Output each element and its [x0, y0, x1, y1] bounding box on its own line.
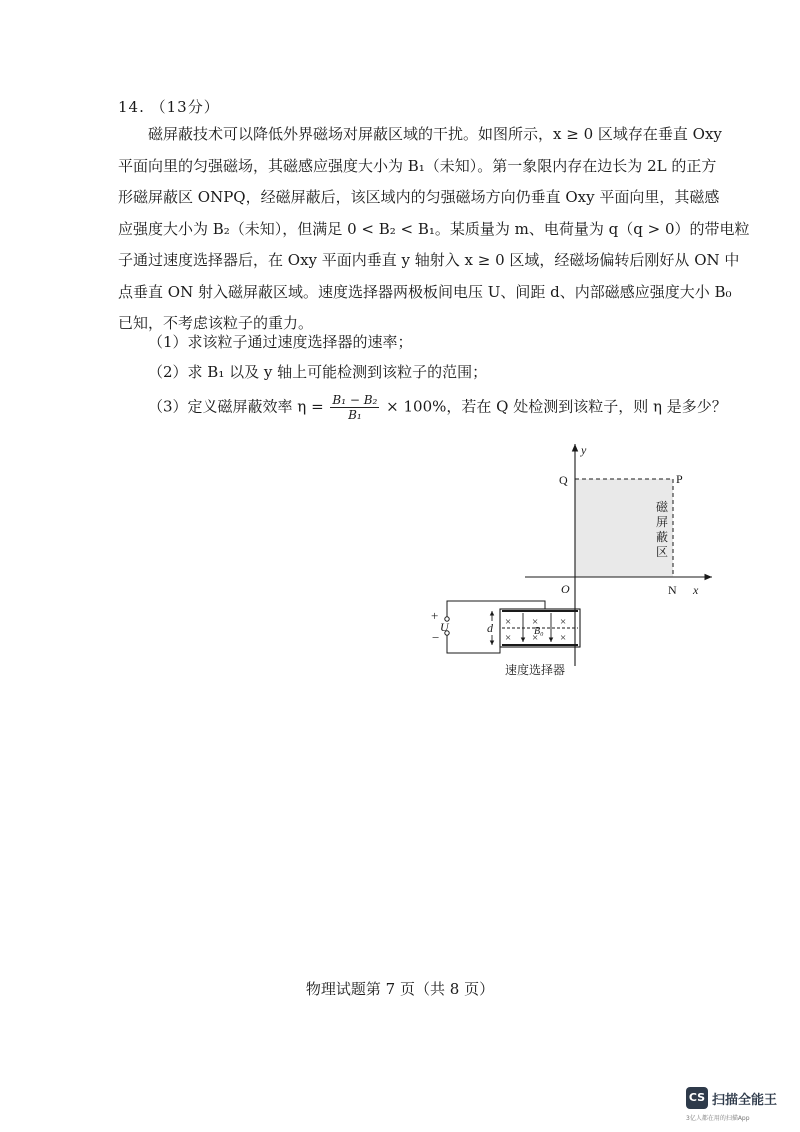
field-cross-6: × [560, 632, 567, 644]
field-cross-4: × [505, 632, 512, 644]
field-b0-label: B₀ [534, 626, 544, 637]
region-label-4: 区 [656, 545, 669, 559]
velocity-selector-caption: 速度选择器 [505, 663, 566, 677]
plus-sign: + [431, 608, 439, 623]
stem-line-1: 磁屏蔽技术可以降低外界磁场对屏蔽区域的干扰。如图所示，x ≥ 0 区域存在垂直 Oxy [148, 125, 722, 143]
physics-diagram [420, 436, 720, 686]
minus-sign: − [432, 630, 440, 645]
region-label-2: 屏 [656, 515, 669, 529]
page-footer: 物理试题第 7 页（共 8 页） [305, 980, 495, 998]
scanner-watermark [686, 1087, 790, 1127]
field-cross-2: × [532, 616, 539, 628]
field-cross-1: × [505, 616, 512, 628]
camscanner-logo-icon: CS [686, 1087, 708, 1109]
fraction-numerator: B₁ − B₂ [332, 393, 378, 407]
question-header: 14. （13分） [118, 98, 220, 116]
sub-question-3-suffix: × 100%，若在 Q 处检测到该粒子，则 η 是多少？ [386, 397, 727, 416]
origin-label: O [561, 582, 570, 596]
watermark-title: 扫描全能王 [712, 1093, 778, 1108]
stem-line-3: 形磁屏蔽区 ONPQ，经磁屏蔽后，该区域内的匀强磁场方向仍垂直 Oxy 平面向里，其磁感 [118, 188, 720, 206]
sub-question-2: （2）求 B₁ 以及 y 轴上可能检测到该粒子的范围； [148, 363, 488, 381]
region-label-1: 磁 [656, 500, 669, 514]
point-n-label: N [668, 583, 677, 597]
y-axis-label: y [581, 443, 587, 457]
gap-label: d [487, 621, 493, 635]
sub-question-1: （1）求该粒子通过速度选择器的速率； [148, 333, 413, 351]
stem-line-6: 点垂直 ON 射入磁屏蔽区域。速度选择器两极板间电压 U、间距 d、内部磁感应强度大小 B₀ [118, 282, 732, 301]
field-cross-5: × [532, 632, 539, 644]
field-cross-3: × [560, 616, 567, 628]
stem-line-2: 平面向里的匀强磁场，其磁感应强度大小为 B₁（未知）。第一象限内存在边长为 2L 的正方 [118, 156, 717, 175]
point-q-label: Q [559, 473, 568, 487]
x-axis-label: x [693, 583, 699, 597]
efficiency-fraction [330, 393, 379, 422]
sub-question-3 [148, 393, 727, 422]
watermark-slogan: 3亿人都在用的扫描App [686, 1115, 750, 1122]
stem-line-7: 已知，不考虑该粒子的重力。 [118, 314, 314, 332]
stem-line-4: 应强度大小为 B₂（未知），但满足 0 < B₂ < B₁。某质量为 m、电荷量为 q（q > 0）的带电粒 [118, 219, 750, 238]
point-p-label: P [676, 472, 683, 486]
region-label-3: 蔽 [656, 530, 669, 544]
question-stem [118, 119, 750, 340]
stem-line-5: 子通过速度选择器后，在 Oxy 平面内垂直 y 轴射入 x ≥ 0 区域，经磁场偏转后刚好从 ON 中 [118, 251, 740, 269]
voltage-label: U [440, 620, 449, 634]
sub-question-3-prefix: （3）定义磁屏蔽效率 η = [148, 397, 324, 416]
fraction-denominator: B₁ [348, 408, 362, 422]
